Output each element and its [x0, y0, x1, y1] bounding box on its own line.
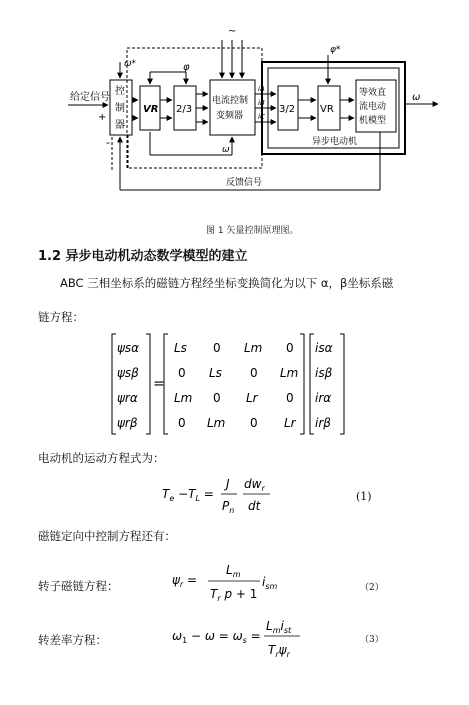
minus-sign: -: [106, 136, 110, 149]
m-r3c3: Lr: [246, 391, 258, 405]
m-r2c3: 0: [250, 366, 258, 380]
svg-text:Te −TL =: $T_e -T_L$ =: [162, 487, 214, 503]
ratio2-label: 3/2: [279, 104, 296, 115]
m-r3c1: Lm: [174, 391, 193, 405]
m-r3c2: 0: [213, 391, 221, 405]
motion-intro: 电动机的运动方程式为：: [38, 451, 165, 465]
inverter-line-1: 电流控制: [212, 96, 249, 106]
feedback-label: 反馈信号: [226, 178, 263, 188]
svg-text:Lmist: $L_mi_{st}$: [266, 619, 292, 635]
flux-matrix-equation: [100, 330, 360, 440]
m-r2c2: Ls: [209, 366, 222, 380]
psi-r-alpha: ψrα: [117, 391, 138, 405]
equation-number-2: （2）: [360, 583, 384, 593]
equation-number-1: (1): [356, 490, 372, 503]
svg-text:dt: dt: [248, 499, 261, 513]
vr2-label: VR: [320, 104, 334, 115]
current-label-a: iA: [258, 85, 265, 93]
controller-char-2: 制: [115, 103, 125, 114]
i-s-alpha: isα: [315, 341, 333, 355]
psi-r-beta: ψrβ: [117, 416, 138, 430]
paragraph-line-2: 链方程：: [38, 310, 84, 324]
inverter-block: [210, 80, 255, 135]
svg-text:J: J: [226, 477, 230, 491]
current-label-c: iC: [258, 113, 265, 121]
section-title: 1.2 异步电动机动态数学模型的建立: [38, 249, 248, 264]
vr1-label: VR: [143, 104, 159, 115]
i-s-beta: isβ: [315, 366, 333, 380]
slip-label: 转差率方程：: [38, 633, 107, 647]
m-r2c4: Lm: [280, 366, 299, 380]
dc-model-line-1: 等效直: [359, 88, 387, 98]
omega-star-label: ω*: [124, 59, 137, 69]
svg-text:Pn: $P_n$: [222, 499, 235, 515]
setpoint-label: 给定信号: [70, 92, 110, 103]
controller-char-3: 器: [115, 120, 125, 131]
flux-intro: 磁链定向中控制方程还有：: [38, 529, 176, 543]
omega-fb-label: ω: [222, 145, 230, 155]
slip-equation: [170, 612, 320, 662]
m-r1c2: 0: [213, 341, 221, 355]
tilde-label: ~: [228, 26, 237, 37]
motor-label: 异步电动机: [312, 137, 358, 147]
svg-text:ψr =: $\psi_r$ =: [172, 573, 198, 589]
omega-out-label: ω: [412, 92, 421, 103]
phi-top-label: φ: [183, 62, 190, 73]
controller-char-1: 控: [115, 86, 125, 97]
plus-sign: +: [98, 112, 107, 123]
m-r4c3: 0: [250, 416, 258, 430]
current-label-b: iB: [258, 99, 265, 107]
phi-star-label: φ*: [330, 45, 341, 55]
psi-s-alpha: ψsα: [117, 341, 140, 355]
m-r4c1: 0: [178, 416, 186, 430]
svg-text:ism: $i_{sm}$: [262, 575, 278, 591]
i-r-alpha: irα: [315, 391, 332, 405]
m-r1c4: 0: [286, 341, 294, 355]
equals-sign: =: [153, 376, 165, 392]
inverter-line-2: 变频器: [216, 111, 244, 121]
svg-text:Lm: $L_m$: [226, 563, 241, 579]
motion-equation: [160, 470, 280, 518]
svg-text:ω1 − ω = ωs =: $\omega_1 - \omega = \omega_s$ =: [172, 629, 261, 645]
svg-text:dwr: $dw_r$: [244, 477, 265, 493]
m-r1c3: Lm: [244, 341, 263, 355]
rotor-flux-label: 转子磁链方程：: [38, 579, 119, 593]
m-r1c1: Ls: [174, 341, 187, 355]
m-r3c4: 0: [286, 391, 294, 405]
m-r2c1: 0: [178, 366, 186, 380]
equation-number-3: （3）: [360, 635, 384, 645]
svg-text:Trψr: $T_r\psi_r$: [268, 643, 290, 659]
m-r4c4: Lr: [284, 416, 296, 430]
figure-caption: 图 1 矢量控制原理图。: [206, 226, 299, 236]
psi-s-beta: ψsβ: [117, 366, 139, 380]
m-r4c2: Lm: [207, 416, 226, 430]
dc-model-line-2: 流电动: [359, 102, 387, 112]
dc-model-line-3: 机模型: [359, 116, 387, 126]
svg-text:Tr p + 1: $T_r$ p + 1: [210, 587, 258, 603]
paragraph-line-1: ABC 三相坐标系的磁链方程经坐标变换简化为以下 α，β坐标系磁: [60, 276, 394, 290]
i-r-beta: irβ: [315, 416, 331, 430]
ratio1-label: 2/3: [176, 104, 193, 115]
vector-control-block-diagram: [0, 0, 469, 215]
rotor-flux-equation: [170, 556, 280, 606]
